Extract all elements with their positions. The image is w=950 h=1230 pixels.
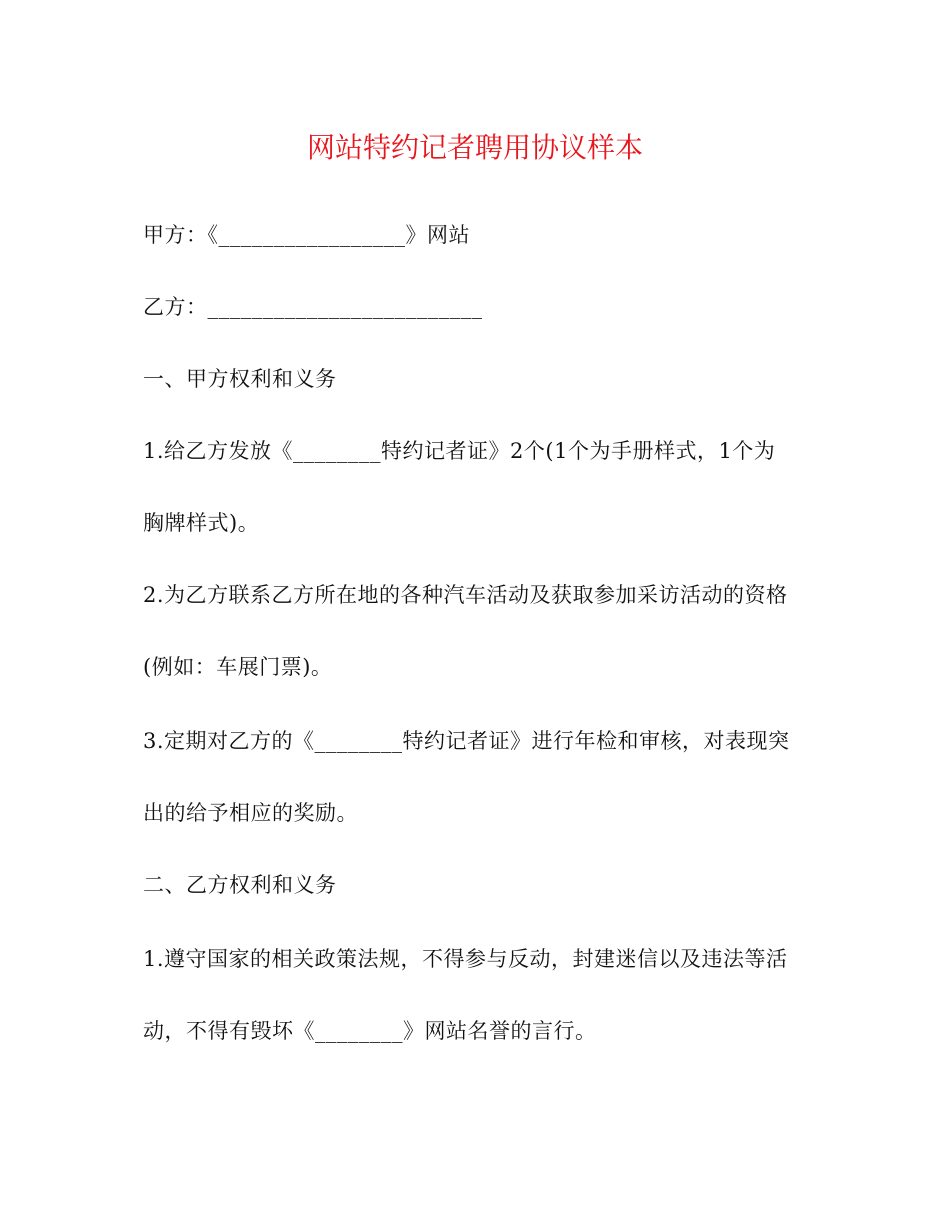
section-heading-party-a: 一、甲方权利和义务	[143, 367, 337, 391]
paragraph-line: 出的给予相应的奖励。	[143, 801, 358, 825]
paragraph-line: 2.为乙方联系乙方所在地的各种汽车活动及获取参加采访活动的资格	[143, 583, 788, 607]
paragraph-line: 1.遵守国家的相关政策法规，不得参与反动，封建迷信以及违法等活	[143, 947, 788, 971]
section-heading-party-b: 二、乙方权利和义务	[143, 873, 337, 897]
paragraph-line: 1.给乙方发放《________特约记者证》2个(1个为手册样式，1个为	[143, 439, 776, 463]
paragraph-line: 胸牌样式)。	[143, 511, 260, 535]
party-b-line: 乙方：_________________________	[143, 295, 483, 319]
paragraph-line: 动，不得有毁坏《________》网站名誉的言行。	[143, 1019, 597, 1043]
paragraph-line: 3.定期对乙方的《________特约记者证》进行年检和审核，对表现突	[143, 729, 790, 753]
paragraph-line: (例如：车展门票)。	[143, 655, 333, 679]
party-a-line: 甲方：《_________________》网站	[143, 223, 470, 247]
document-title: 网站特约记者聘用协议样本	[306, 131, 643, 164]
